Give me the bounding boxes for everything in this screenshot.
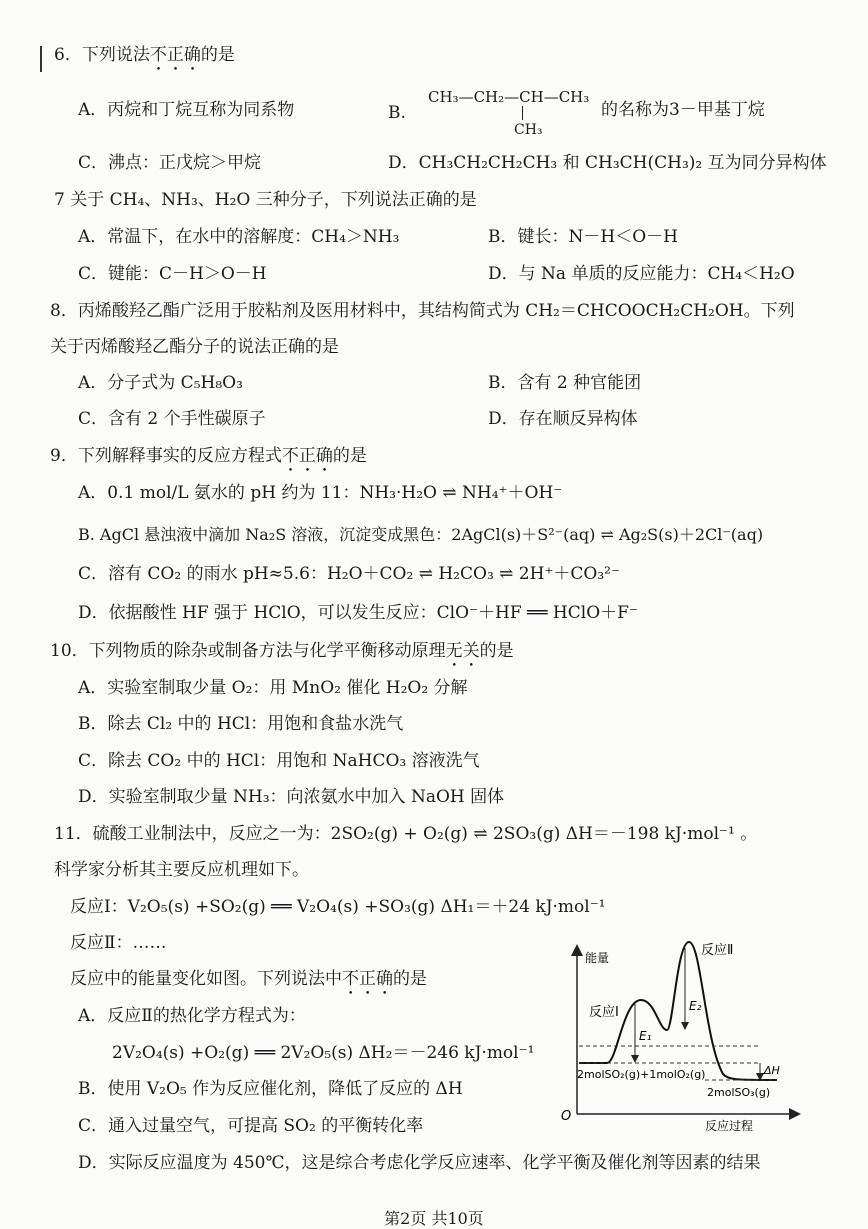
q6-option-a: A．丙烷和丁烷互称为同系物: [78, 100, 295, 120]
q10-stem: 10．下列物质的除杂或制备方法与化学平衡移动原理无关的是: [50, 641, 514, 661]
e1-label: E₁: [639, 1029, 652, 1043]
margin-mark: [40, 46, 42, 72]
q6-stem: 6．下列说法不正确的是: [54, 45, 235, 65]
q10-option-a: A．实验室制取少量 O₂：用 MnO₂ 催化 H₂O₂ 分解: [78, 678, 468, 698]
q10-option-d: D．实验室制取少量 NH₃：向浓氨水中加入 NaOH 固体: [78, 787, 505, 807]
q6-option-b-structure: CH₃—CH₂—CH—CH₃: [428, 88, 590, 106]
q7-option-b: B．键长：N－H＜O－H: [488, 227, 678, 247]
q7-stem: 7 关于 CH₄、NH₃、H₂O 三种分子，下列说法正确的是: [54, 190, 477, 210]
q11-option-b: B．使用 V₂O₅ 作为反应催化剂，降低了反应的 ΔH: [78, 1079, 463, 1099]
x-axis-label: 反应过程: [705, 1119, 754, 1132]
dh-label: ΔH: [764, 1064, 780, 1077]
q6-option-b-text: 的名称为3－甲基丁烷: [601, 100, 765, 120]
q7-option-a: A．常温下，在水中的溶解度：CH₄＞NH₃: [78, 227, 400, 247]
q11-stem-line1: 11．硫酸工业制法中，反应之一为：2SO₂(g) + O₂(g) ⇌ 2SO₃(g) ΔH＝－198 kJ·mol⁻¹ 。: [54, 824, 758, 844]
q6-option-b-label: B.: [388, 103, 406, 123]
q8-option-d: D．存在顺反异构体: [488, 409, 638, 429]
q11-option-a-equation: 2V₂O₄(s) +O₂(g) ══ 2V₂O₅(s) ΔH₂＝－246 kJ·mol⁻¹: [112, 1043, 535, 1063]
peak2-label: 反应Ⅱ: [701, 943, 734, 958]
q10-option-c: C．除去 CO₂ 中的 HCl：用饱和 NaHCO₃ 溶液洗气: [78, 751, 480, 771]
q8-stem-line2: 关于丙烯酸羟乙酯分子的说法正确的是: [50, 337, 339, 357]
q9-option-b: B. AgCl 悬浊液中滴加 Na₂S 溶液，沉淀变成黑色：2AgCl(s)＋S²⁻(aq) ⇌ Ag₂S(s)＋2Cl⁻(aq): [78, 525, 764, 544]
q11-reaction-2: 反应Ⅱ：……: [70, 933, 167, 953]
q8-option-a: A．分子式为 C₅H₈O₃: [78, 373, 243, 393]
q6-option-d: D．CH₃CH₂CH₂CH₃ 和 CH₃CH(CH₃)₂ 互为同分异构体: [388, 153, 827, 173]
q9-option-d: D．依据酸性 HF 强于 HClO，可以发生反应：ClO⁻＋HF ══ HClO＋F⁻: [78, 603, 638, 623]
q9-stem: 9．下列解释事实的反应方程式不正确的是: [50, 446, 367, 466]
q8-option-c: C．含有 2 个手性碳原子: [78, 409, 266, 429]
q11-option-c: C．通入过量空气，可提高 SO₂ 的平衡转化率: [78, 1116, 424, 1136]
q9-option-a: A．0.1 mol/L 氨水的 pH 约为 11：NH₃·H₂O ⇌ NH₄⁺＋OH⁻: [78, 483, 563, 503]
origin-label: O: [561, 1109, 572, 1124]
q8-option-b: B．含有 2 种官能团: [488, 373, 642, 393]
q6-option-b-branch: CH₃: [514, 122, 543, 138]
q10-option-b: B．除去 Cl₂ 中的 HCl：用饱和食盐水洗气: [78, 714, 404, 734]
y-axis-label: 能量: [585, 951, 610, 965]
peak1-label: 反应Ⅰ: [589, 1005, 619, 1020]
products-label: 2molSO₃(g): [707, 1086, 771, 1099]
q11-option-a: A．反应Ⅱ的热化学方程式为：: [78, 1006, 306, 1026]
q11-stem-line2: 科学家分析其主要反应机理如下。: [54, 860, 309, 880]
q7-option-c: C．键能：C－H＞O－H: [78, 264, 267, 284]
q7-option-d: D．与 Na 单质的反应能力：CH₄＜H₂O: [488, 264, 795, 284]
q11-option-d: D．实际反应温度为 450℃，这是综合考虑化学反应速率、化学平衡及催化剂等因素的结果: [78, 1153, 761, 1173]
q11-reaction-1: 反应Ⅰ：V₂O₅(s) +SO₂(g) ══ V₂O₄(s) +SO₃(g) ΔH₁＝＋24 kJ·mol⁻¹: [70, 897, 606, 917]
q8-stem-line1: 8．丙烯酸羟乙酯广泛用于胶粘剂及医用材料中，其结构简式为 CH₂＝CHCOOCH₂CH₂OH。下列: [50, 301, 795, 321]
q6-option-c: C．沸点：正戊烷＞甲烷: [78, 153, 262, 173]
page-footer: 第2页 共10页: [384, 1209, 484, 1228]
e2-label: E₂: [689, 999, 702, 1013]
q9-option-c: C．溶有 CO₂ 的雨水 pH≈5.6：H₂O＋CO₂ ⇌ H₂CO₃ ⇌ 2H⁺＋CO₃²⁻: [78, 564, 620, 584]
q6-structure-bond: [522, 106, 523, 120]
energy-diagram: [555, 932, 805, 1132]
reactants-label: 2molSO₂(g)+1molO₂(g): [577, 1068, 706, 1081]
q11-question: 反应中的能量变化如图。下列说法中不正确的是: [70, 969, 427, 989]
